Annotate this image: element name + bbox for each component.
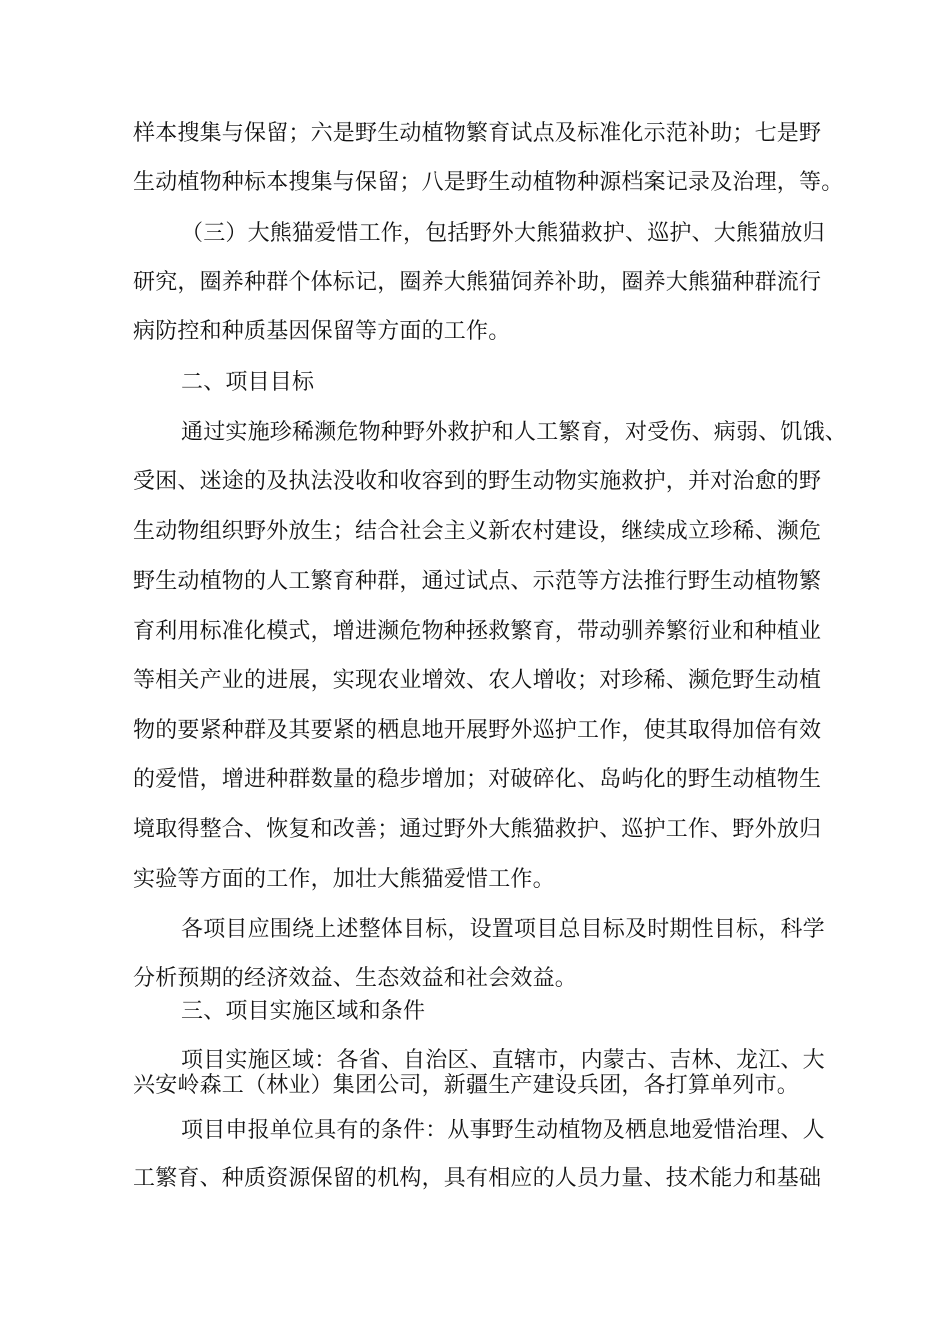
- body-text-line: 野生动植物的人工繁育种群，通过试点、示范等方法推行野生动植物繁: [133, 569, 822, 594]
- body-text-line: 实验等方面的工作，加壮大熊猫爱惜工作。: [133, 867, 555, 892]
- body-text-line: 受困、迷途的及执法没收和收容到的野生动物实施救护，并对治愈的野: [133, 469, 822, 494]
- section-heading-project-goals: 二、项目目标: [181, 370, 315, 395]
- paragraph-first-line: 各项目应围绕上述整体目标，设置项目总目标及时期性目标，科学: [181, 917, 825, 942]
- section-heading-area-and-conditions: 三、项目实施区域和条件: [181, 999, 426, 1024]
- body-text-line: 物的要紧种群及其要紧的栖息地开展野外巡护工作，使其取得加倍有效: [133, 718, 822, 743]
- body-text-line: 等相关产业的进展，实现农业增效、农人增收；对珍稀、濒危野生动植: [133, 668, 822, 693]
- body-text-line: 境取得整合、恢复和改善；通过野外大熊猫救护、巡护工作、野外放归: [133, 817, 822, 842]
- body-text-line: 兴安岭森工（林业）集团公司，新疆生产建设兵团，各打算单列市。: [133, 1073, 800, 1098]
- body-text-line: 病防控和种质基因保留等方面的工作。: [133, 319, 511, 344]
- body-text-line: 的爱惜，增进种群数量的稳步增加；对破碎化、岛屿化的野生动植物生: [133, 767, 822, 792]
- body-text-line: 工繁育、种质资源保留的机构，具有相应的人员力量、技术能力和基础: [133, 1166, 822, 1191]
- body-text-line: 育利用标准化模式，增进濒危物种拯救繁育，带动驯养繁衍业和种植业: [133, 619, 822, 644]
- body-text-line: 生动植物种标本搜集与保留；八是野生动植物种源档案记录及治理，等。: [133, 170, 844, 195]
- paragraph-first-line: 通过实施珍稀濒危物种野外救护和人工繁育，对受伤、病弱、饥饿、: [181, 420, 848, 445]
- body-text-line: 样本搜集与保留；六是野生动植物繁育试点及标准化示范补助；七是野: [133, 121, 822, 146]
- body-text-line: 生动物组织野外放生；结合社会主义新农村建设，继续成立珍稀、濒危: [133, 519, 822, 544]
- paragraph-first-line: 项目申报单位具有的条件：从事野生动植物及栖息地爱惜治理、人: [181, 1118, 825, 1143]
- body-text-line: 研究，圈养种群个体标记，圈养大熊猫饲养补助，圈养大熊猫种群流行: [133, 270, 822, 295]
- body-text-line: 分析预期的经济效益、生态效益和社会效益。: [133, 966, 578, 991]
- paragraph-first-line: 项目实施区域：各省、自治区、直辖市，内蒙古、吉林、龙江、大: [181, 1048, 825, 1073]
- paragraph-first-line: （三）大熊猫爱惜工作，包括野外大熊猫救护、巡护、大熊猫放归: [181, 221, 825, 246]
